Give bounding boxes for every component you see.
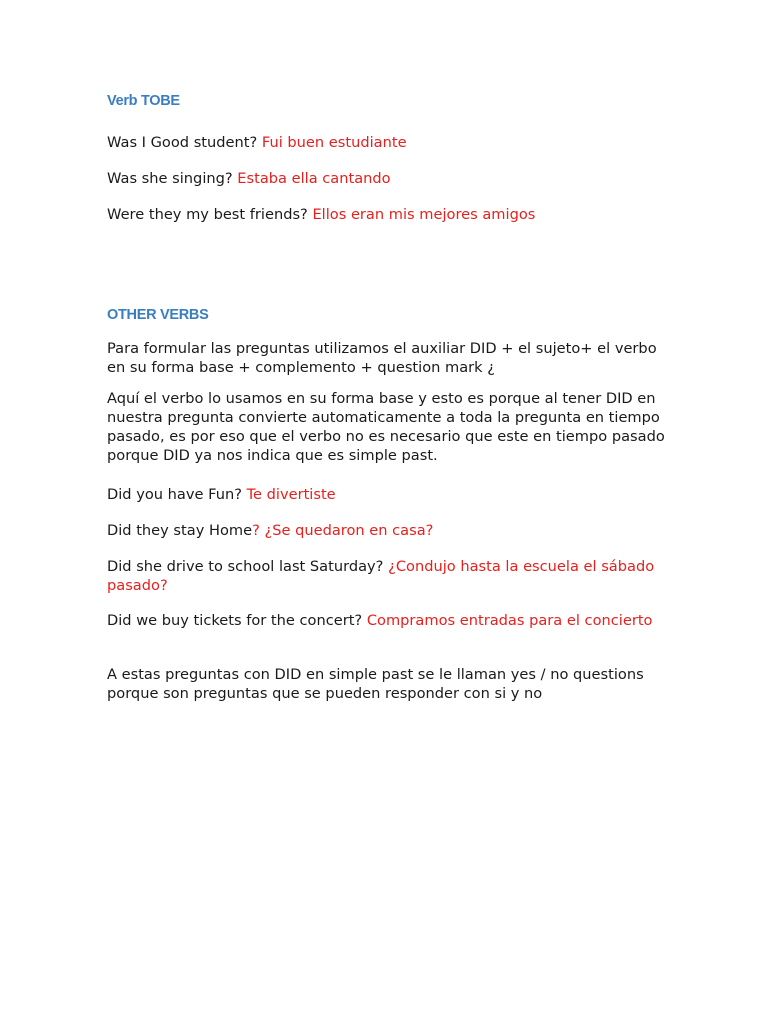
heading-other-verbs: OTHER VERBS bbox=[107, 307, 209, 323]
did-sentence-4 bbox=[107, 611, 667, 630]
question-text: Did she drive to school last Saturday? bbox=[107, 558, 389, 575]
translation-text: ¿Condujo hasta la escuela el sábado pasado? bbox=[107, 558, 655, 594]
question-text: Was I Good student? bbox=[107, 134, 262, 151]
did-sentence-1 bbox=[107, 485, 667, 504]
did-sentence-2 bbox=[107, 521, 667, 540]
tobe-sentence-3 bbox=[107, 205, 667, 224]
tobe-sentence-2 bbox=[107, 169, 667, 188]
did-sentence-3 bbox=[107, 557, 667, 595]
heading-verb-tobe: Verb TOBE bbox=[107, 93, 180, 109]
translation-text: ? ¿Se quedaron en casa? bbox=[252, 522, 434, 539]
translation-text: Te divertiste bbox=[246, 486, 336, 503]
translation-text: Ellos eran mis mejores amigos bbox=[312, 206, 536, 223]
paragraph-did-rule: Para formular las preguntas utilizamos el auxiliar DID + el sujeto+ el verbo en su forma base + complemento + question mark ¿ bbox=[107, 340, 657, 376]
question-text: Did they stay Home bbox=[107, 522, 253, 539]
translation-text: Estaba ella cantando bbox=[237, 170, 391, 187]
translation-text: Compramos entradas para el concierto bbox=[366, 612, 653, 629]
question-text: Were they my best friends? bbox=[107, 206, 313, 223]
paragraph-yes-no-questions: A estas preguntas con DID en simple past se le llaman yes / no questions porque son preguntas que se pueden responder con si y no bbox=[107, 666, 644, 702]
question-text: Did we buy tickets for the concert? bbox=[107, 612, 367, 629]
question-text: Did you have Fun? bbox=[107, 486, 247, 503]
tobe-sentence-1 bbox=[107, 133, 667, 152]
question-text: Was she singing? bbox=[107, 170, 238, 187]
paragraph-did-explanation: Aquí el verbo lo usamos en su forma base y esto es porque al tener DID en nuestra pregunta convierte automaticamente a toda la pregunta en tiempo pasado, es por eso que el verbo no es necesario que este en tiempo pasado porque DID ya nos indica que es simple past. bbox=[107, 390, 665, 464]
translation-text: Fui buen estudiante bbox=[261, 134, 407, 151]
